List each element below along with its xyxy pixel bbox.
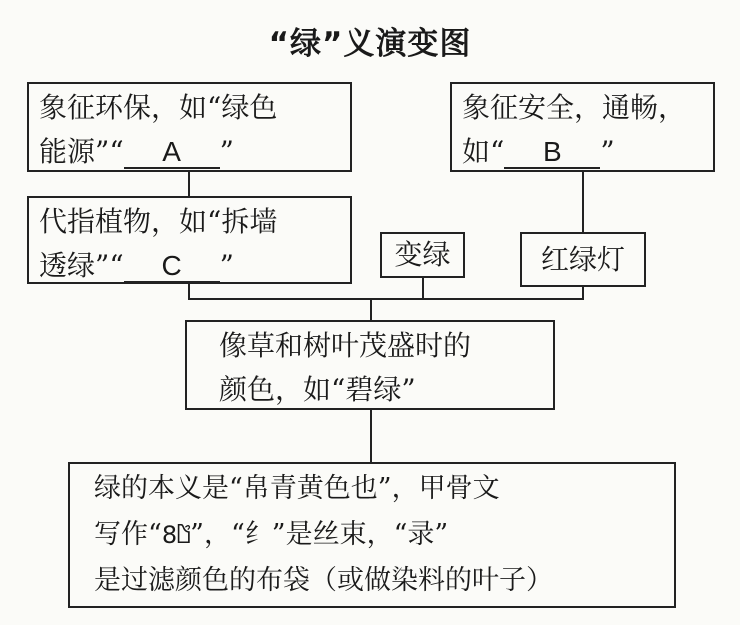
blank-b: B: [504, 137, 600, 169]
node-plants-prefix: 透绿”“: [39, 249, 124, 282]
node-origin-line2-prefix: 写作“: [94, 519, 162, 550]
blank-a: A: [124, 137, 220, 169]
node-environment-line2: [39, 130, 340, 174]
node-environment-prefix: 能源”“: [39, 135, 124, 168]
node-plants-suffix: ”: [219, 249, 234, 282]
node-traffic-light-label: 红绿灯: [540, 243, 625, 276]
connector-horizontal-bus: [188, 298, 584, 300]
node-traffic-light: [520, 232, 646, 287]
node-origin-line3: 是过滤颜色的布袋（或做染料的叶子）: [94, 565, 553, 596]
node-plants: [27, 196, 352, 284]
node-environment-line1: 象征环保，如“绿色: [39, 91, 278, 124]
connector-grass-origin: [370, 408, 372, 463]
node-safety-line1: 象征安全，通畅，: [462, 91, 687, 124]
node-environment-suffix: ”: [219, 135, 234, 168]
node-safety-prefix: 如“: [462, 135, 505, 168]
node-turn-green-label: 变绿: [394, 238, 451, 271]
node-plants-line1: 代指植物，如“拆墙: [39, 205, 278, 238]
diagram-title: “绿”义演变图: [268, 26, 472, 62]
node-origin-line1: 绿的本义是“帛青黄色也”，甲骨文: [94, 473, 500, 504]
node-origin: [68, 462, 676, 608]
node-safety-suffix: ”: [600, 135, 615, 168]
node-grass-line2: 颜色，如“碧绿”: [219, 373, 416, 406]
connector-safety-trafficlight: [582, 170, 584, 232]
node-origin-line2-suffix: ”，“纟”是丝束，“录”: [190, 519, 449, 550]
node-environment: [27, 82, 352, 172]
node-plants-line2: [39, 244, 340, 288]
connector-environment-plants: [188, 170, 190, 198]
oracle-bone-glyph: 8𐀃: [161, 521, 191, 549]
node-safety-line2: [462, 130, 703, 174]
node-origin-line2: [94, 512, 664, 558]
connector-turngreen-bus: [422, 276, 424, 300]
node-grass-color: [185, 320, 555, 410]
blank-c: C: [124, 251, 220, 283]
node-grass-line1: 像草和树叶茂盛时的: [219, 329, 472, 362]
connector-bus-grass: [370, 298, 372, 320]
node-turn-green: [380, 232, 465, 278]
node-safety: [450, 82, 715, 172]
